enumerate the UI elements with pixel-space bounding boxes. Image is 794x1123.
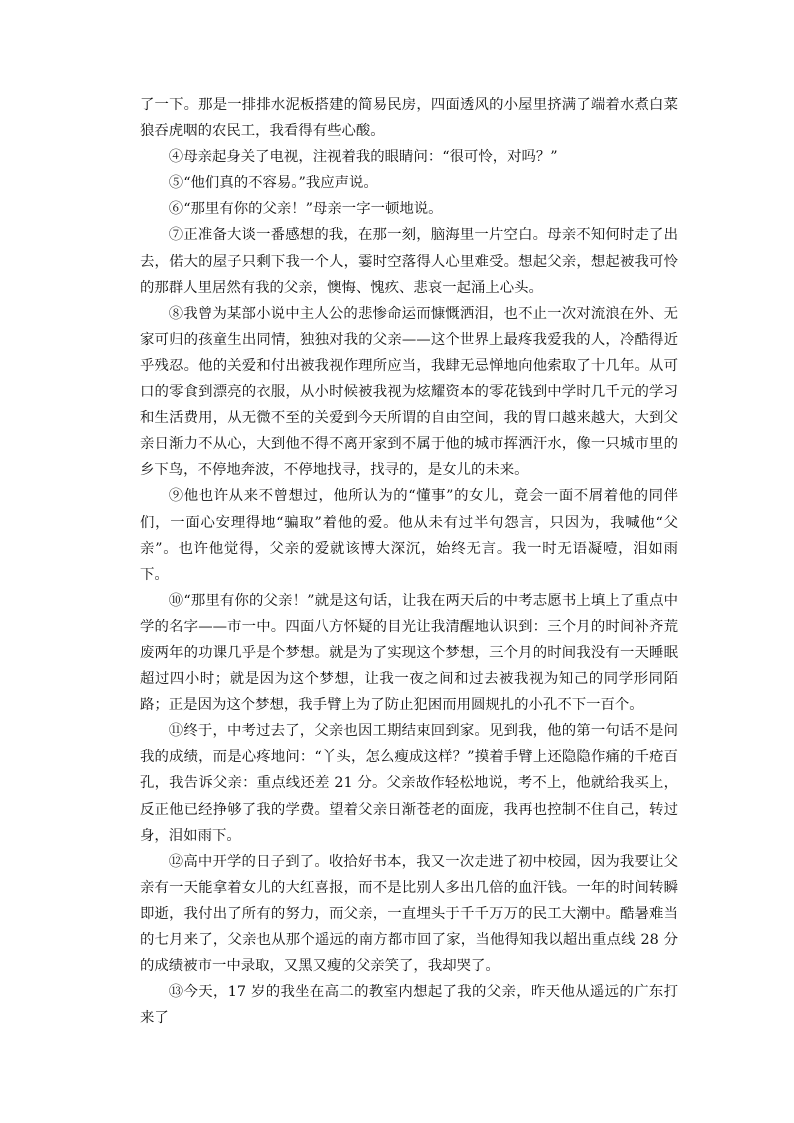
paragraph-text: ⑪终于，中考过去了，父亲也因工期结束回到家。见到我，他的第一句话不是问我的成绩，而是心疼地问：“丫头，怎么瘦成这样？”摸着手臂上还隐隐作痛的千疮百孔，我告诉父亲：重点线还差 21 分。父亲故作轻松地说，考不上，他就给我买上，反正他已经挣够了我的学费。望着父亲日渐苍老的面庞，我再也控制不住自己，转过身，泪如雨下。	[140, 723, 678, 844]
paragraph-text: ⑤“他们真的不容易。”我应声说。	[168, 175, 378, 192]
paragraph-13	[140, 979, 678, 1031]
paragraph-text: ⑩“那里有你的父亲！”就是这句话，让我在两天后的中考志愿书上填上了重点中学的名字——市一中。四面八方怀疑的目光让我清醒地认识到：三个月的时间补齐荒废两年的功课几乎是个梦想。就是为了实现这个梦想，三个月的时间我没有一天睡眠超过四小时；就是因为这个梦想，让我一夜之间和过去被我视为知己的同学形同陌路；正是因为这个梦想，我手臂上为了防止犯困而用圆规扎的小孔不下一百个。	[140, 592, 678, 714]
paragraph-text: ⑫高中开学的日子到了。收拾好书本，我又一次走进了初中校园，因为我要让父亲有一天能拿着女儿的大红喜报，而不是比别人多出几倍的血汗钱。一年的时间转瞬即逝，我付出了所有的努力，而父亲，一直埋头于千千万万的民工大潮中。酷暑难当的七月来了，父亲也从那个遥远的南方都市回了家，当他得知我以超出重点线 28 分的成绩被市一中录取，又黑又瘦的父亲笑了，我却哭了。	[140, 853, 678, 975]
paragraph-11	[140, 718, 678, 848]
paragraph-text: ⑬今天，17 岁的我坐在高二的教室内想起了我的父亲，昨天他从遥远的广东打来了	[140, 984, 678, 1027]
paragraph-8	[140, 301, 678, 484]
paragraph-text: ⑦正准备大谈一番感想的我，在那一刻，脑海里一片空白。母亲不知何时走了出去，偌大的屋子只剩下我一个人，霎时空落得人心里难受。想起父亲，想起被我可怜的那群人里居然有我的父亲，懊悔、愧疚、悲哀一起涌上心头。	[140, 227, 678, 296]
paragraph-text: ④母亲起身关了电视，注视着我的眼睛问：“很可怜，对吗？”	[168, 149, 558, 166]
paragraph-7	[140, 222, 678, 300]
paragraph-6	[140, 196, 678, 222]
paragraph-text: 了一下。那是一排排水泥板搭建的简易民房，四面透风的小屋里挤满了端着水煮白菜狼吞虎咽的农民工，我看得有些心酸。	[140, 97, 678, 140]
paragraph-text: ⑧我曾为某部小说中主人公的悲惨命运而慷慨洒泪，也不止一次对流浪在外、无家可归的孩童生出同情，独独对我的父亲——这个世界上最疼我爱我的人，冷酷得近乎残忍。他的关爱和付出被我视作理所应当，我肆无忌惮地向他索取了十几年。从可口的零食到漂亮的衣服，从小时候被我视为炫耀资本的零花钱到中学时几千元的学习和生活费用，从无微不至的关爱到今天所谓的自由空间，我的胃口越来越大，大到父亲日渐力不从心，大到他不得不离开家到不属于他的城市挥洒汗水，像一只城市里的乡下鸟，不停地奔波，不停地找寻，找寻的，是女儿的未来。	[140, 305, 678, 479]
paragraph-12	[140, 849, 678, 979]
paragraph-continued	[140, 92, 678, 144]
paragraph-4	[140, 144, 678, 170]
paragraph-text: ⑥“那里有你的父亲！”母亲一字一顿地说。	[168, 201, 443, 218]
paragraph-text: ⑨他也许从来不曾想过，他所认为的“懂事”的女儿，竟会一面不屑着他的同伴们，一面心安理得地“骗取”着他的爱。他从未有过半句怨言，只因为，我喊他“父亲”。也许他觉得，父亲的爱就该博大深沉，始终无言。我一时无语凝噎，泪如雨下。	[140, 488, 678, 583]
paragraph-5	[140, 170, 678, 196]
document-body	[140, 92, 678, 1031]
paragraph-9	[140, 483, 678, 587]
paragraph-10	[140, 588, 678, 718]
